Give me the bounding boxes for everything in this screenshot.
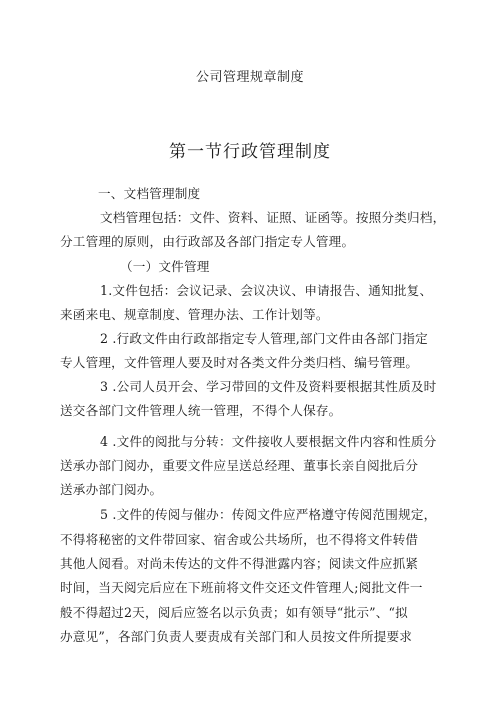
item-5-line: 办意见”，各部门负责人要责成有关部门和人员按文件所提要求	[60, 629, 413, 644]
item-4-line: 送承办部门阅办。	[60, 482, 163, 497]
item-1-line: 1.文件包括：会议记录、会议决议、申请报告、通知批复、	[100, 283, 433, 298]
item-5-line: 时间，当天阅完后应在下班前将文件交还文件管理人;阅批文件一	[60, 580, 423, 595]
item-4-line: 送承办部门阅办，重要文件应呈送总经理、董事长亲自阅批后分	[60, 458, 419, 473]
item-2-line: 专人管理，文件管理人要及时对各类文件分类归档、编号管理。	[60, 355, 419, 370]
item-5-line: 般不得超过2天，阅后应签名以示负责；如有领导“批示”、“拟	[60, 605, 408, 620]
item-1-line: 来函来电、规章制度、管理办法、工作计划等。	[60, 307, 329, 322]
document-header: 公司管理规章制度	[195, 70, 304, 85]
paragraph-line: 文档管理包括：文件、资料、证照、证函等。按照分类归档，	[100, 210, 446, 225]
item-5-line: 其他人阅看。对尚未传达的文件不得泄露内容；阅读文件应抓紧	[60, 556, 419, 571]
heading-document-management: 一、文档管理制度	[98, 186, 201, 201]
item-5-line: 不得将秘密的文件带回家、宿舍或公共场所，也不得将文件转借	[60, 532, 419, 547]
item-2-line: 2 .行政文件由行政部指定专人管理,部门文件由各部门指定	[100, 331, 428, 346]
item-3-line: 送交各部门文件管理人统一管理，不得个人保存。	[60, 403, 342, 418]
paragraph-line: 分工管理的原则，由行政部及各部门指定专人管理。	[60, 234, 355, 249]
section-title: 第一节行政管理制度	[169, 142, 331, 162]
sub-heading-file-management: （一）文件管理	[120, 259, 210, 274]
item-5-line: 5 .文件的传阅与催办：传阅文件应严格遵守传阅范围规定，	[100, 507, 437, 522]
item-4-line: 4 .文件的阅批与分转：文件接收人要根据文件内容和性质分	[100, 434, 437, 449]
item-3-line: 3 .公司人员开会、学习带回的文件及资料要根据其性质及时	[100, 379, 437, 394]
